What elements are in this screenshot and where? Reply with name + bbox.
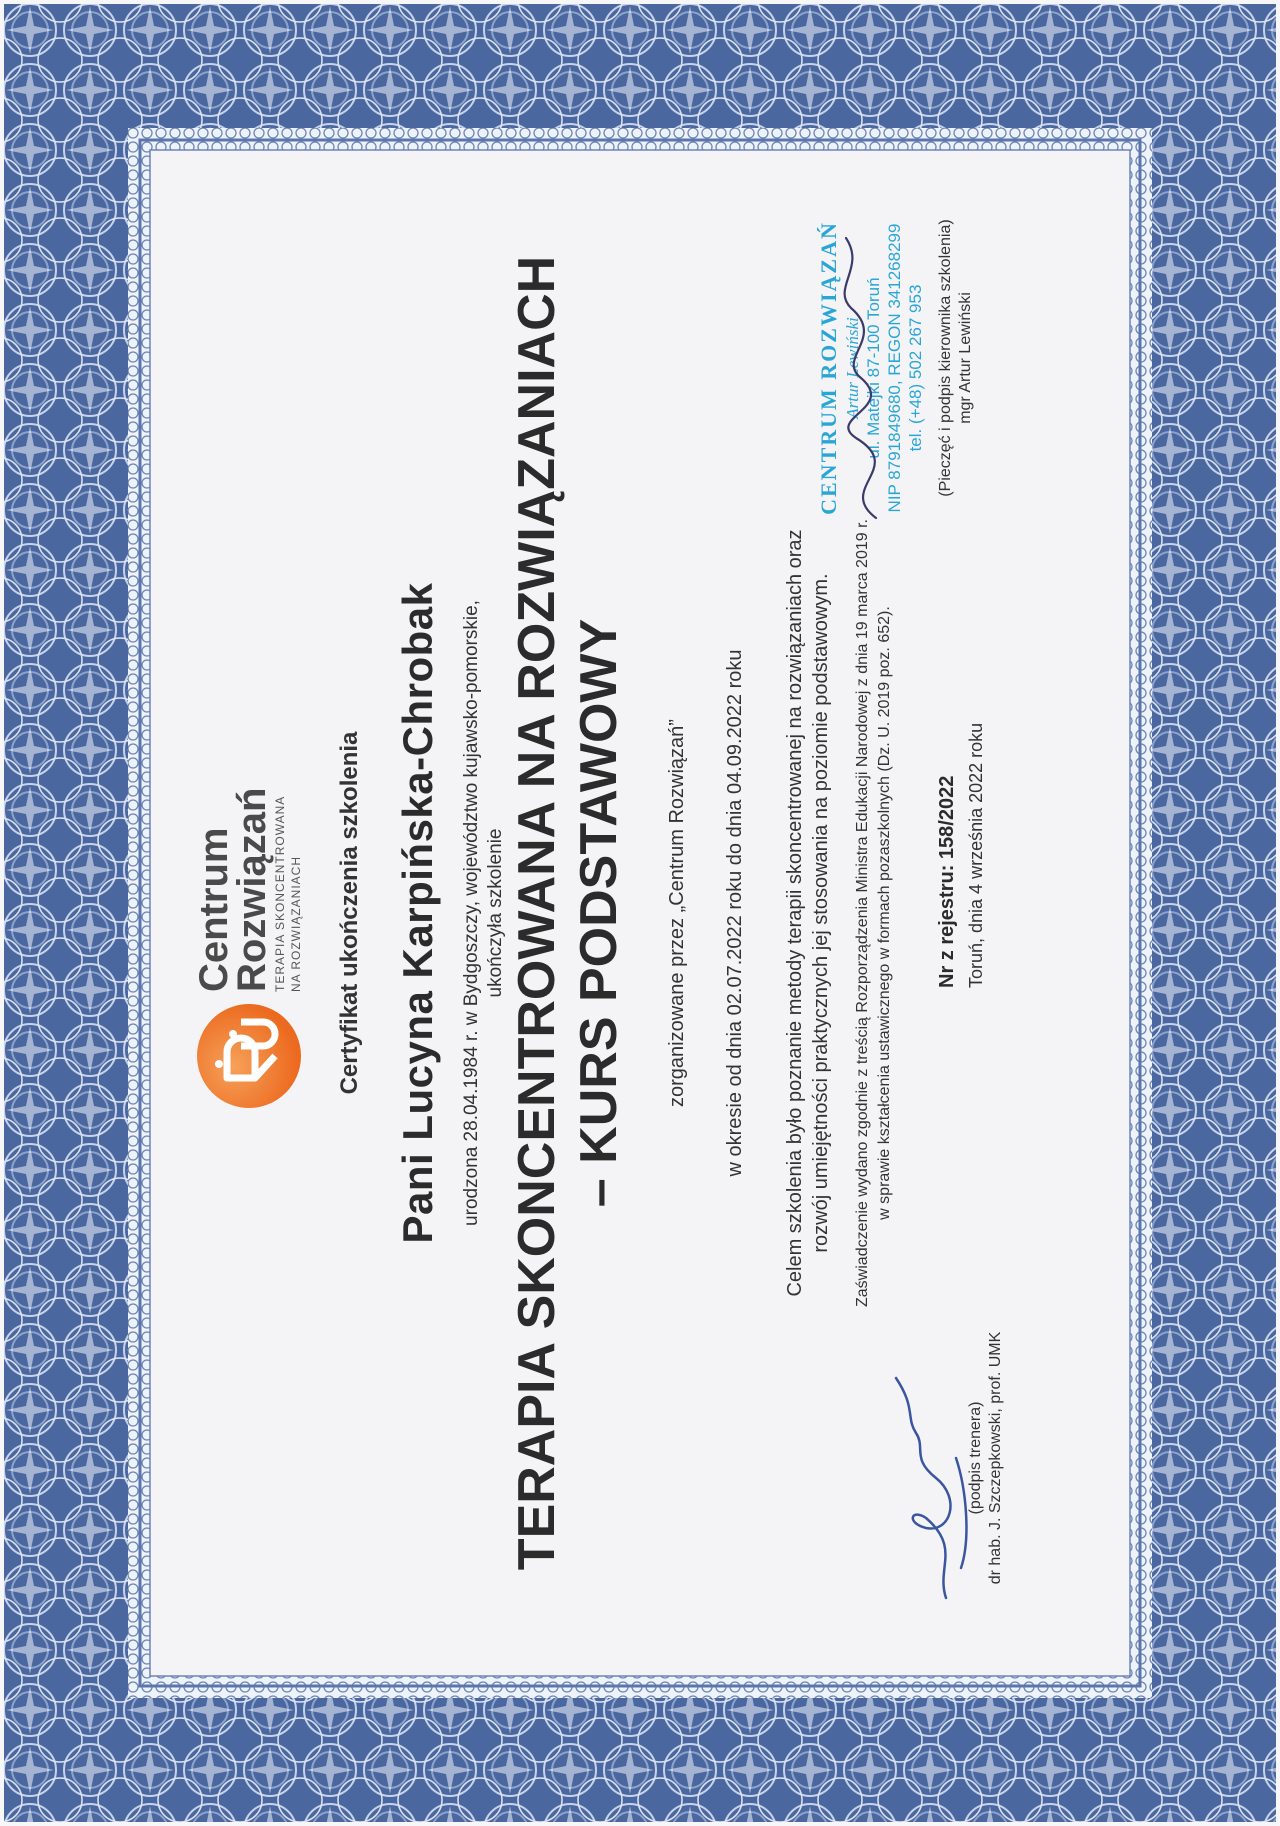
- legal-line: Zaświadczenie wydano zgodnie z treścią Rozporządzenia Ministra Edukacji Narodowej z dnia 19 marca 2019 r.: [854, 519, 871, 1307]
- trainer-name: dr hab. J. Szczepkowski, prof. UMK: [987, 1331, 1004, 1585]
- completed-line: ukończyła szkolenie: [485, 828, 506, 998]
- certificate-title: Certyfikat ukończenia szkolenia: [336, 731, 363, 1095]
- head-signature-icon: [816, 228, 926, 528]
- stamp-ids: NIP 8791849680, REGON 341268299: [885, 223, 904, 513]
- organizer-line: zorganizowane przez „Centrum Rozwiązań”: [666, 719, 688, 1107]
- register-number: Nr z rejestru: 158/2022: [936, 775, 958, 988]
- recipient-name: Pani Lucyna Karpińska-Chrobak: [394, 582, 441, 1244]
- birth-line: urodzona 28.04.1984 r. w Bydgoszczy, województwo kujawsko-pomorskie,: [461, 600, 482, 1226]
- goal-line: Celem szkolenia było poznanie metody terapii skoncentrowanej na rozwiązaniach oraz: [784, 529, 806, 1297]
- course-subtitle: – KURS PODSTAWOWY: [570, 618, 628, 1208]
- goal-line-2: rozwój umiejętności praktycznych jej stosowania na poziomie podstawowym.: [810, 573, 832, 1253]
- stamp-phone: tel. (+48) 502 267 953: [906, 284, 925, 452]
- birth-info: [460, 178, 508, 1648]
- logo-mark-icon: [197, 1004, 301, 1108]
- trainer-signature-icon: [866, 1348, 976, 1608]
- trainer-signature-block: [966, 1278, 1006, 1638]
- head-caption: (Pieczęć i podpis kierownika szkolenia): [937, 219, 954, 497]
- trainer-caption: (podpis trenera): [967, 1401, 984, 1515]
- stamp-name: CENTRUM ROZWIĄZAŃ: [816, 221, 841, 515]
- place-and-date: Toruń, dnia 4 września 2022 roku: [966, 722, 986, 988]
- logo-name: Centrum: [192, 827, 236, 992]
- logo-tagline: TERAPIA SKONCENTROWANA: [273, 795, 287, 992]
- certificate-content: [176, 178, 1100, 1648]
- stamp-address: ul. Matejki 87-100 Toruń: [864, 277, 883, 459]
- logo-name-2: Rozwiązań: [230, 787, 274, 992]
- head-signature-block: [936, 178, 976, 538]
- head-name: mgr Artur Lewiński: [957, 292, 974, 424]
- course-period: w okresie od dnia 02.07.2022 roku do dnia 04.09.2022 roku: [724, 649, 746, 1177]
- logo-tagline-2: NA ROZWIĄZANIACH: [289, 855, 303, 992]
- legal-line-2: w sprawie kształcenia ustawicznego w formach pozaszkolnych (Dz. U. 2019 poz. 652).: [876, 606, 893, 1220]
- stamp-owner: Artur Lewiński: [843, 317, 862, 419]
- course-title: TERAPIA SKONCENTROWANA NA ROZWIĄZANIACH: [508, 255, 566, 1571]
- logo: [194, 788, 304, 1108]
